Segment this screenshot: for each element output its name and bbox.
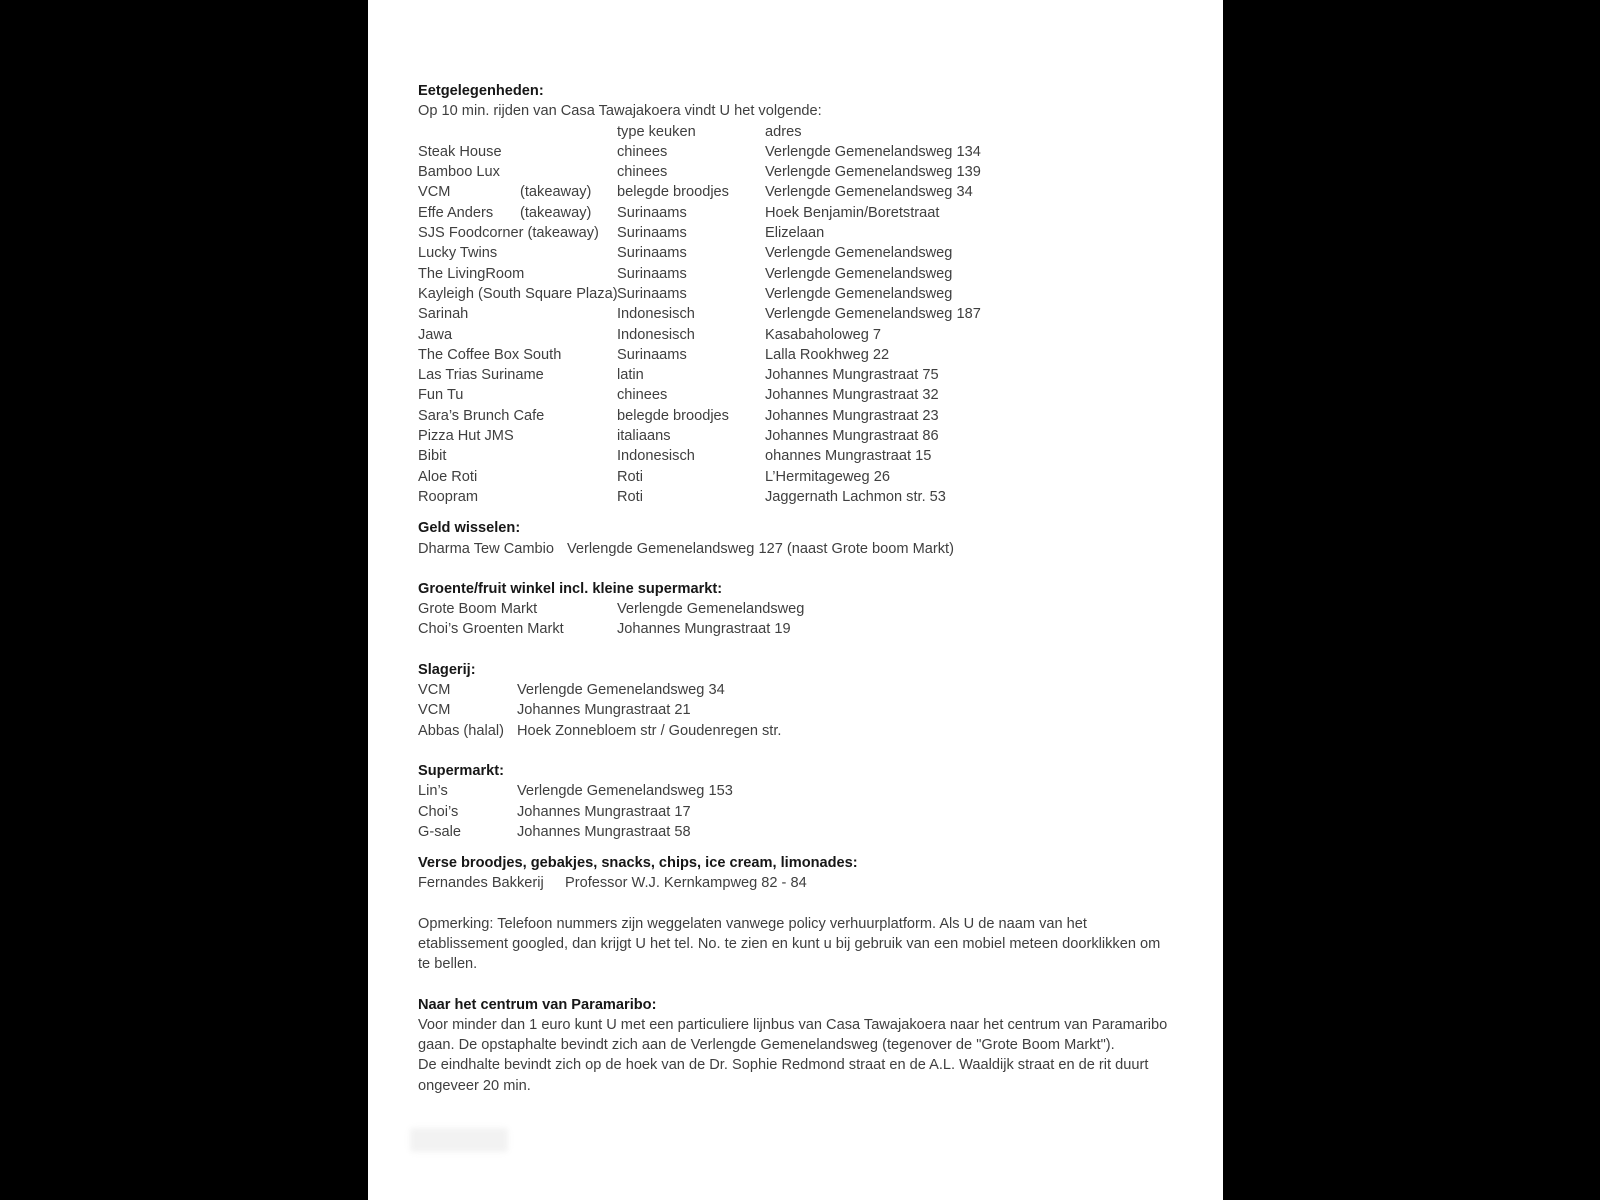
opmerking-paragraph-line: etablissement googled, dan krijgt U het tel. No. te zien en kunt u bij gebruik van een mobiel meteen doorklikken om (418, 935, 1161, 952)
table-row (418, 680, 1178, 700)
section-heading-verse-broodjes: Verse broodjes, gebakjes, snacks, chips, ice cream, limonades: (418, 855, 858, 872)
document-page (368, 0, 1223, 1200)
shop-adres: Johannes Mungrastraat 21 (517, 702, 691, 719)
shop-name: Choi’s Groenten Markt (418, 621, 564, 638)
restaurant-type: latin (617, 367, 644, 384)
restaurant-type: Surinaams (617, 346, 687, 363)
centrum-paragraph-line: ongeveer 20 min. (418, 1077, 531, 1094)
left-letterbox (0, 0, 368, 1200)
shop-name: Abbas (halal) (418, 722, 504, 739)
shop-name: Dharma Tew Cambio (418, 540, 554, 557)
restaurant-name: Pizza Hut JMS (418, 428, 514, 445)
restaurant-type: Indonesisch (617, 326, 695, 343)
opmerking-paragraph-line: Opmerking: Telefoon nummers zijn weggelaten vanwege policy verhuurplatform. Als U de naam van het (418, 915, 1087, 932)
table-row (418, 264, 1178, 284)
restaurant-name: SJS Foodcorner (takeaway) (418, 225, 599, 242)
restaurant-name: Sarinah (418, 306, 469, 323)
restaurant-type: Surinaams (617, 225, 687, 242)
table-row (418, 406, 1178, 426)
restaurant-name: The Coffee Box South (418, 346, 562, 363)
table-row (418, 446, 1178, 466)
shop-name: G-sale (418, 823, 461, 840)
table-row (418, 619, 1178, 639)
table-row (418, 203, 1178, 223)
restaurant-type: Roti (617, 468, 643, 485)
table-row (418, 304, 1178, 324)
shop-adres: Johannes Mungrastraat 17 (517, 803, 691, 820)
restaurant-name: Steak House (418, 143, 502, 160)
table-row (418, 142, 1178, 162)
restaurant-name: Roopram (418, 488, 479, 505)
restaurant-adres: Lalla Rookhweg 22 (765, 346, 890, 363)
restaurant-name: Sara’s Brunch Cafe (418, 407, 545, 424)
table-row (418, 385, 1178, 405)
restaurant-type: Surinaams (617, 245, 687, 262)
restaurant-adres: Verlengde Gemenelandsweg 187 (765, 306, 981, 323)
column-header-type-keuken: type keuken (617, 123, 696, 140)
section-heading-supermarkt: Supermarkt: (418, 762, 504, 779)
restaurant-type: Indonesisch (617, 306, 695, 323)
section-heading-groente: Groente/fruit winkel incl. kleine supermarkt: (418, 580, 723, 597)
restaurant-type: italiaans (617, 428, 671, 445)
restaurant-adres: L’Hermitageweg 26 (765, 468, 890, 485)
section-heading-centrum: Naar het centrum van Paramaribo: (418, 996, 657, 1013)
restaurant-adres: Jaggernath Lachmon str. 53 (765, 488, 946, 505)
opmerking-paragraph-line: te bellen. (418, 956, 478, 973)
document-content (418, 0, 1178, 1096)
table-row (418, 781, 1178, 801)
table-row (418, 325, 1178, 345)
restaurant-type: Indonesisch (617, 448, 695, 465)
table-row (418, 182, 1178, 202)
restaurant-adres: Kasabaholoweg 7 (765, 326, 882, 343)
restaurant-type: chinees (617, 387, 668, 404)
restaurant-type: Surinaams (617, 285, 687, 302)
eetgelegenheden-intro: Op 10 min. rijden van Casa Tawajakoera vindt U het volgende: (418, 103, 822, 120)
table-row (418, 345, 1178, 365)
shop-adres: Johannes Mungrastraat 58 (517, 823, 691, 840)
restaurant-type: Roti (617, 488, 643, 505)
restaurant-adres: Elizelaan (765, 225, 825, 242)
restaurant-name: The LivingRoom (418, 265, 525, 282)
table-header-row (418, 122, 1178, 142)
shop-name: VCM (418, 682, 451, 699)
table-row (418, 700, 1178, 720)
table-row (418, 223, 1178, 243)
table-row (418, 822, 1178, 842)
faded-watermark (410, 1128, 508, 1152)
centrum-paragraph-line: De eindhalte bevindt zich op de hoek van de Dr. Sophie Redmond straat en de A.L. Waaldijk straat en de rit duurt (418, 1057, 1149, 1074)
shop-adres: Verlengde Gemenelandsweg 127 (naast Grote boom Markt) (567, 540, 954, 557)
right-letterbox (1223, 0, 1600, 1200)
shop-adres: Verlengde Gemenelandsweg 34 (517, 682, 725, 699)
restaurant-name: Fun Tu (418, 387, 464, 404)
restaurant-adres: Verlengde Gemenelandsweg 34 (765, 184, 973, 201)
table-row (418, 162, 1178, 182)
shop-adres: Verlengde Gemenelandsweg 153 (517, 783, 733, 800)
restaurant-name: Aloe Roti (418, 468, 478, 485)
shop-name: VCM (418, 702, 451, 719)
table-row (418, 487, 1178, 507)
column-header-adres: adres (765, 123, 802, 140)
restaurant-type: chinees (617, 143, 668, 160)
shop-adres: Professor W.J. Kernkampweg 82 - 84 (565, 875, 807, 892)
restaurant-name: Bamboo Lux (418, 164, 500, 181)
restaurant-type: Surinaams (617, 204, 687, 221)
restaurant-adres: Johannes Mungrastraat 23 (765, 407, 939, 424)
restaurant-adres: Johannes Mungrastraat 32 (765, 387, 939, 404)
table-row (418, 426, 1178, 446)
restaurant-name: Effe Anders (418, 204, 494, 221)
restaurant-type: Surinaams (617, 265, 687, 282)
restaurant-name: Lucky Twins (418, 245, 498, 262)
restaurant-note: (takeaway) (520, 184, 592, 201)
restaurant-type: belegde broodjes (617, 184, 729, 201)
restaurant-name: Jawa (418, 326, 453, 343)
restaurant-adres: Verlengde Gemenelandsweg (765, 245, 953, 262)
shop-name: Fernandes Bakkerij (418, 875, 544, 892)
restaurant-adres: Verlengde Gemenelandsweg (765, 285, 953, 302)
restaurant-name: Kayleigh (South Square Plaza) (418, 285, 618, 302)
restaurant-adres: ohannes Mungrastraat 15 (765, 448, 932, 465)
restaurant-adres: Hoek Benjamin/Boretstraat (765, 204, 940, 221)
table-row (418, 599, 1178, 619)
table-row (418, 539, 1178, 559)
table-row (418, 365, 1178, 385)
shop-name: Lin’s (418, 783, 448, 800)
section-heading-geld-wisselen: Geld wisselen: (418, 520, 521, 537)
restaurant-adres: Verlengde Gemenelandsweg 134 (765, 143, 981, 160)
table-row (418, 243, 1178, 263)
shop-name: Grote Boom Markt (418, 601, 538, 618)
restaurant-note: (takeaway) (520, 204, 592, 221)
table-row (418, 284, 1178, 304)
restaurant-adres: Verlengde Gemenelandsweg (765, 265, 953, 282)
centrum-paragraph-line: Voor minder dan 1 euro kunt U met een particuliere lijnbus van Casa Tawajakoera naar het centrum van Paramaribo (418, 1016, 1168, 1033)
restaurant-name: Las Trias Suriname (418, 367, 544, 384)
restaurant-type: chinees (617, 164, 668, 181)
restaurant-adres: Verlengde Gemenelandsweg 139 (765, 164, 981, 181)
restaurant-adres: Johannes Mungrastraat 86 (765, 428, 939, 445)
restaurant-type: belegde broodjes (617, 407, 729, 424)
restaurant-adres: Johannes Mungrastraat 75 (765, 367, 939, 384)
table-row (418, 721, 1178, 741)
shop-adres: Johannes Mungrastraat 19 (617, 621, 791, 638)
shop-adres: Verlengde Gemenelandsweg (617, 601, 805, 618)
table-row (418, 467, 1178, 487)
centrum-paragraph-line: gaan. De opstaphalte bevindt zich aan de Verlengde Gemenelandsweg (tegenover de "Grote Boom Markt"). (418, 1037, 1115, 1054)
shop-adres: Hoek Zonnebloem str / Goudenregen str. (517, 722, 782, 739)
restaurant-name: VCM (418, 184, 451, 201)
shop-name: Choi’s (418, 803, 459, 820)
section-heading-slagerij: Slagerij: (418, 661, 476, 678)
section-heading-eetgelegenheden: Eetgelegenheden: (418, 83, 544, 99)
table-row (418, 802, 1178, 822)
restaurant-name: Bibit (418, 448, 447, 465)
table-row (418, 873, 1178, 893)
